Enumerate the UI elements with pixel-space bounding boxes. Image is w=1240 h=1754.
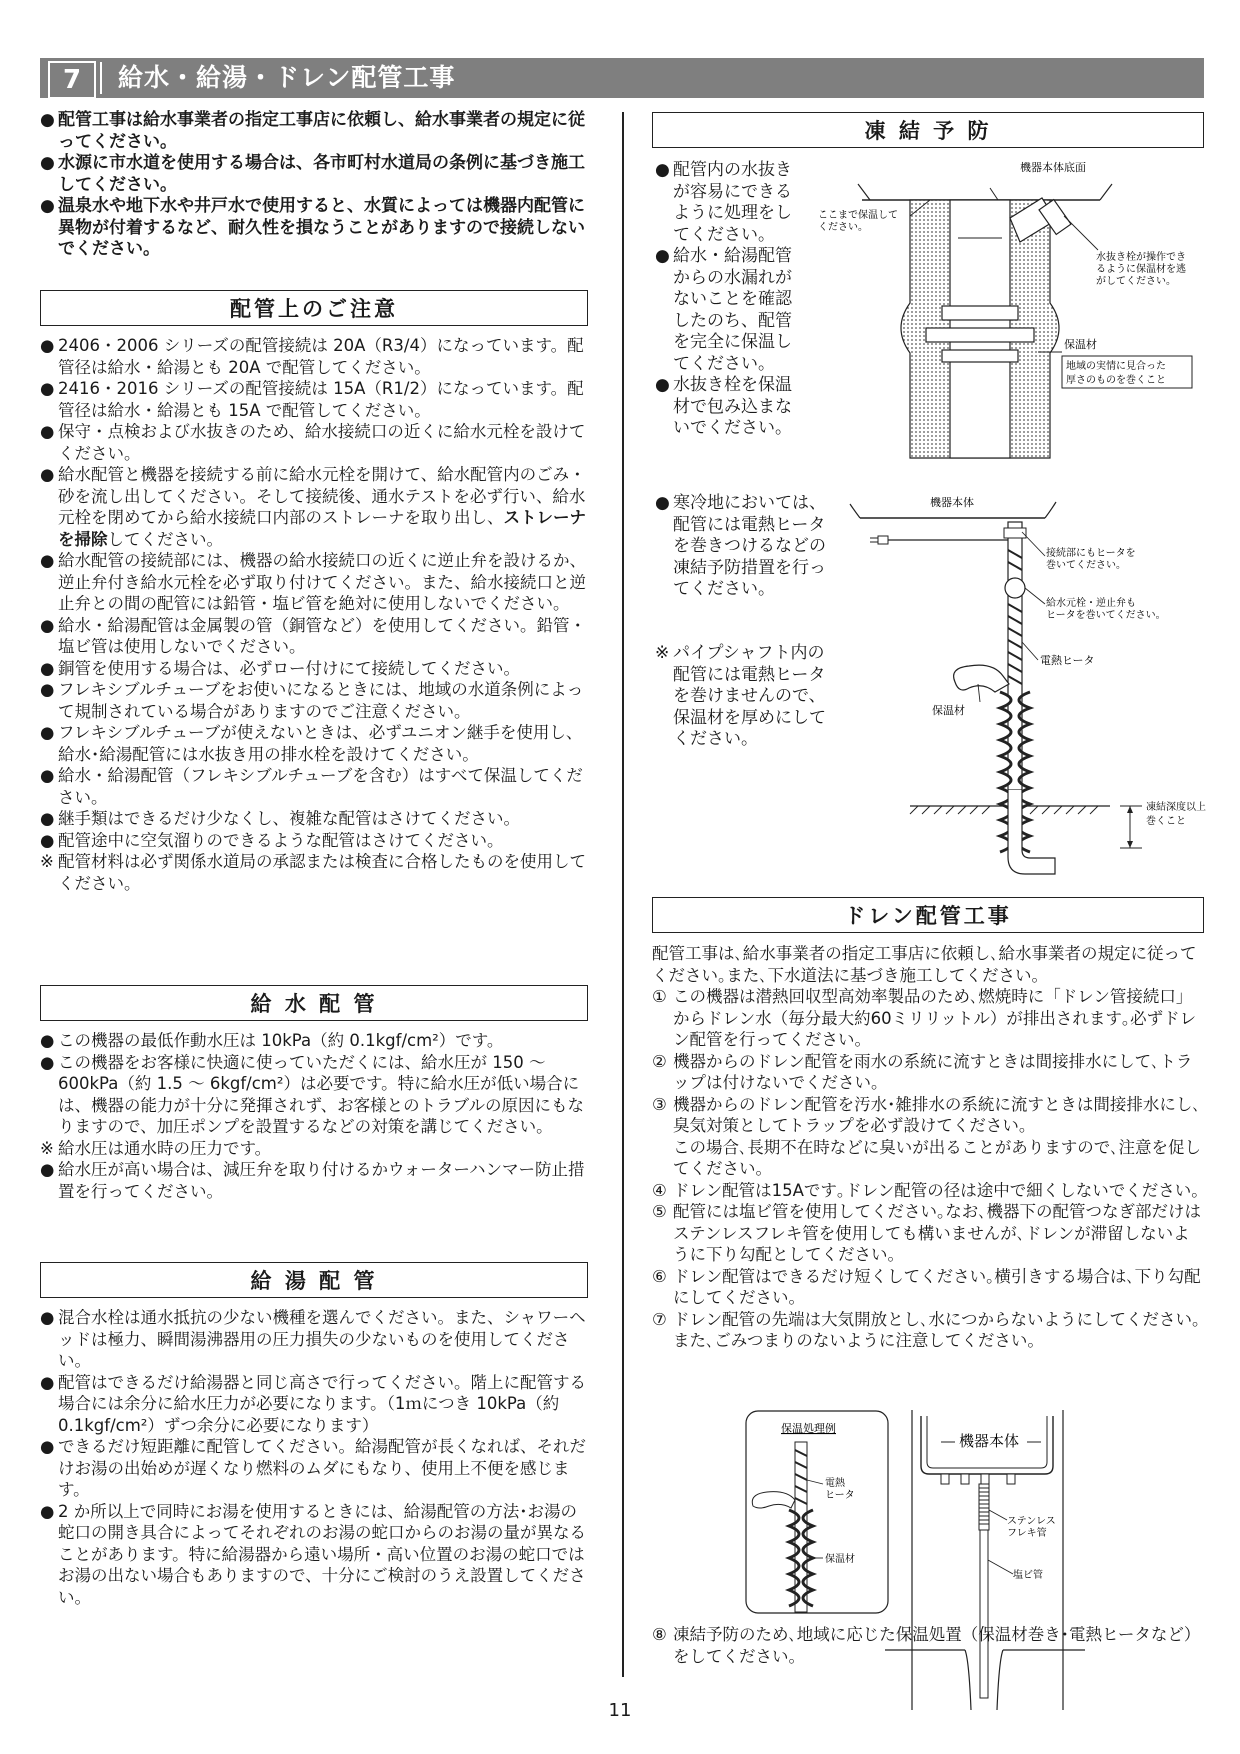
label-joint-2: 巻いてください。 — [1046, 560, 1126, 571]
label-example: 保温処理例 — [781, 1422, 836, 1435]
section-heading-drain: ドレン配管工事 — [652, 897, 1204, 933]
drain-intro: 配管工事は､給水事業者の指定工事店に依頼し､給水事業者の規定に従ってください｡また､下水道法に基づき施工してください｡ — [652, 944, 1197, 985]
label-drain-plug-3: がしてください。 — [1096, 276, 1176, 287]
hot-water-list — [40, 1307, 588, 1608]
heater-diagram — [860, 492, 1210, 884]
drain-diagram — [745, 1410, 1140, 1720]
list-item: ● 給水圧が高い場合は、減圧弁を取り付けるかウォーターハンマー防止措置を行ってください。 — [40, 1160, 585, 1201]
list-item: ② 機器からのドレン配管を雨水の系統に流すときは間接排水にして､トラップは付けないでください｡ — [652, 1051, 1193, 1092]
label-insulation: 保温材 — [1064, 338, 1097, 351]
section-heading-water-supply: 給 水 配 管 — [40, 985, 588, 1021]
list-item: ● 給水配管と機器を接続する前に給水元栓を開けて、給水配管内のごみ・砂を流し出してください。そして接続後、通水テストを必ず行い、給水元栓を閉めてから給水接続口内部のストレーナを取り出し、ストレーナを掃除してください。 — [40, 465, 586, 549]
label-fig2-insulation: 保温材 — [932, 704, 965, 717]
list-item: ● 銅管を使用する場合は、必ずロー付けにて接続してください。 — [40, 658, 520, 678]
label-drain-plug-2: るように保温材を逃 — [1096, 264, 1186, 275]
list-item: ● できるだけ短距離に配管してください。給湯配管が長くなれば、それだけお湯の出始めが遅くなり燃料のムダにもなり、使用上不便を感じます。 — [40, 1437, 586, 1499]
label-depth-2: 巻くこと — [1146, 816, 1186, 827]
list-item: ① この機器は潜熱回収型高効率製品のため､燃焼時に「ドレン管接続口」からドレン水（毎分最大約60ミリリットル）が排出されます｡必ずドレン配管を行ってください｡ — [652, 987, 1197, 1049]
freeze-list-b — [655, 493, 855, 601]
list-item: ③ 機器からのドレン配管を汚水･雑排水の系統に流すときは間接排水にし､臭気対策としてトラップを必ず設けてください｡ — [652, 1094, 1201, 1135]
list-item: ● 混合水栓は通水抵抗の少ない機種を選んでください。また、シャワーヘッドは極力、瞬間湯沸器用の圧力損失の少ないものを使用してください。 — [40, 1308, 586, 1370]
title-separator — [100, 62, 102, 94]
label-flex-1: ステンレス — [1007, 1516, 1056, 1527]
label-insulate-to-2: ください。 — [818, 222, 868, 233]
label-fig3-heater-1: 電熱 — [825, 1478, 845, 1489]
label-joint-1: 接続部にもヒータを — [1046, 548, 1136, 559]
water-supply-list — [40, 1030, 588, 1202]
column-divider — [622, 112, 624, 1677]
list-item: ● 配管はできるだけ給湯器と同じ高さで行ってください。階上に配管する場合には余分に給水圧力が必要になります。（1ｍにつき 10kPa（約 0.1kgf/cm²）ずつ余分に必要になります） — [40, 1372, 586, 1435]
label-drain-plug-1: 水抜き栓が操作でき — [1096, 252, 1186, 263]
label-depth-1: 凍結深度以上 — [1146, 802, 1206, 813]
label-valve-1: 給水元栓・逆止弁も — [1046, 598, 1136, 609]
chapter-title: 給水・給湯・ドレン配管工事 — [118, 63, 456, 92]
list-item: ※ 配管材料は必ず関係水道局の承認または検査に合格したものを使用してください。 — [40, 852, 586, 893]
list-item: ● この機器の最低作動水圧は 10kPa（約 0.1kgf/cm²）です。 — [40, 1031, 504, 1050]
label-unit-bottom: 機器本体底面 — [1020, 161, 1086, 174]
label-fig3-unit: 機器本体 — [959, 1432, 1020, 1450]
list-item: ● 給水配管の接続部には、機器の給水接続口の近くに逆止弁を設けるか、逆止弁付き給水元栓を必ず取り付けてください。また、給水接続口と逆止弁との間の配管には鉛管・塩ビ管を絶対に使用しないでください。 — [40, 551, 586, 613]
intro-list — [40, 110, 588, 261]
list-item: ● 保守・点検および水抜きのため、給水接続口の近くに給水元栓を設けてください。 — [40, 422, 586, 463]
list-item: ● 寒冷地においては、 配管には電熱ヒータ を巻きつけるなどの 凍結予防措置を行っ てください。 — [655, 493, 826, 599]
list-item: ※ パイプシャフト内の 配管には電熱ヒータ を巻けませんので、 保温材を厚めにして ください。 — [655, 643, 826, 749]
list-item: ● 配管内の水抜き が容易にできる ように処理をし てください。 — [655, 160, 792, 245]
intro-item: ● 温泉水や地下水や井戸水で使用すると、水質によっては機器内配管に異物が付着するなど、耐久性を損なうことがありますので接続しないでください。 — [40, 196, 585, 259]
list-item: ● 2416・2016 シリーズの配管接続は 15A（R1/2）になっています。配管径は給水・給湯とも 15A で配管してください。 — [40, 379, 584, 420]
list-item: ④ ドレン配管は15Aです｡ドレン配管の径は途中で細くしないでください｡ — [652, 1180, 1200, 1200]
list-item: ● この機器をお客様に快適に使っていただくには、給水圧が 150 ～ 600kPa（約 1.5 ～ 6kgf/cm²）は必要です。特に給水圧が低い場合には、機器の能力が十分に発揮されず、お客様とのトラブルの原因にもなりますので、加圧ポンプを設置するなどの対策を講じてください。 — [40, 1052, 585, 1136]
list-item: ● 給水・給湯配管（フレキシブルチューブを含む）はすべて保温してください。 — [40, 766, 583, 807]
list-item: ● 2406・2006 シリーズの配管接続は 20A（R3/4）になっています。配管径は給水・給湯とも 20A で配管してください。 — [40, 336, 584, 377]
list-item: ⑤ 配管には塩ビ管を使用してください｡なお､機器下の配管つなぎ部だけはステンレスフレキ管を使用しても構いませんが､ドレンが滞留しないように下り勾配としてください｡ — [652, 1202, 1201, 1264]
label-pvc: 塩ビ管 — [1013, 1570, 1043, 1581]
label-fig3-heater-2: ヒータ — [825, 1490, 855, 1501]
section-heading-hot-water: 給 湯 配 管 — [40, 1262, 588, 1298]
freeze-list-c — [655, 643, 855, 751]
chapter-title-bar — [40, 58, 1204, 98]
list-item: ● フレキシブルチューブをお使いになるときには、地域の水道条例によって規制されている場合がありますのでご注意ください。 — [40, 680, 584, 721]
list-item: ⑥ ドレン配管はできるだけ短くしてください｡横引きする場合は､下り勾配にしてください｡ — [652, 1266, 1201, 1307]
label-insulate-to-1: ここまで保温して — [818, 210, 898, 221]
label-fig2-unit: 機器本体 — [930, 496, 974, 509]
list-item: ● 給水・給湯配管 からの水漏れが ないことを確認 したのち、配管 を完全に保温し てください。 — [655, 246, 792, 374]
section-heading-piping-notes: 配管上のご注意 — [40, 290, 588, 326]
list-item: ● 水抜き栓を保温 材で包み込まな いでください。 — [655, 375, 792, 438]
label-heater: 電熱ヒータ — [1040, 654, 1095, 667]
list-item: ● 給水・給湯配管は金属製の管（銅管など）を使用してください。鉛管・塩ビ管は使用しないでください。 — [40, 615, 586, 656]
list-item: この場合､長期不在時などに臭いが出ることがありますので､注意を促してください｡ — [673, 1137, 1201, 1178]
label-fig3-insulation: 保温材 — [825, 1554, 855, 1565]
insulation-diagram — [818, 158, 1210, 460]
drain-item-8: ⑧ 凍結予防のため､地域に応じた保温処置（保温材巻き･電熱ヒータなど）をしてください｡ — [652, 1625, 1201, 1666]
list-item: ⑦ ドレン配管の先端は大気開放とし､水につからないようにしてください｡また､ごみつまりのないように注意してください｡ — [652, 1309, 1201, 1350]
list-item: ● 2 か所以上で同時にお湯を使用するときには、給湯配管の方法･お湯の蛇口の開き具合によってそれぞれのお湯の蛇口からのお湯の量が異なることがあります。特に給湯器から遠い場所・高い位置のお湯の蛇口ではお湯の出ない場合もありますので、十分にご検討のうえ設置してください。 — [40, 1501, 586, 1607]
piping-notes-list — [40, 335, 588, 894]
label-thickness-1: 地域の実情に見合った — [1066, 361, 1166, 372]
intro-item: ● 水源に市水道を使用する場合は、各市町村水道局の条例に基づき施工してください。 — [40, 153, 585, 195]
freeze-list-a — [655, 160, 830, 440]
page-number: 11 — [608, 1700, 632, 1721]
chapter-number: 7 — [48, 61, 96, 99]
label-valve-2: ヒータを巻いてください。 — [1046, 610, 1166, 621]
list-item: ● 継手類はできるだけ少なくし、複雑な配管はさけてください。 — [40, 809, 520, 828]
list-item: ※ 給水圧は通水時の圧力です。 — [40, 1138, 272, 1158]
section-heading-freeze: 凍 結 予 防 — [652, 112, 1204, 148]
label-flex-2: フレキ管 — [1007, 1528, 1047, 1539]
label-thickness-2: 厚さのものを巻くこと — [1066, 375, 1166, 386]
intro-item: ● 配管工事は給水事業者の指定工事店に依頼し、給水事業者の規定に従ってください。 — [40, 110, 585, 152]
list-item: ● フレキシブルチューブが使えないときは、必ずユニオン継手を使用し、給水･給湯配管には水抜き用の排水栓を設けてください。 — [40, 723, 583, 764]
drain-list — [652, 943, 1204, 1352]
list-item: ● 配管途中に空気溜りのできるような配管はさけてください。 — [40, 830, 504, 850]
